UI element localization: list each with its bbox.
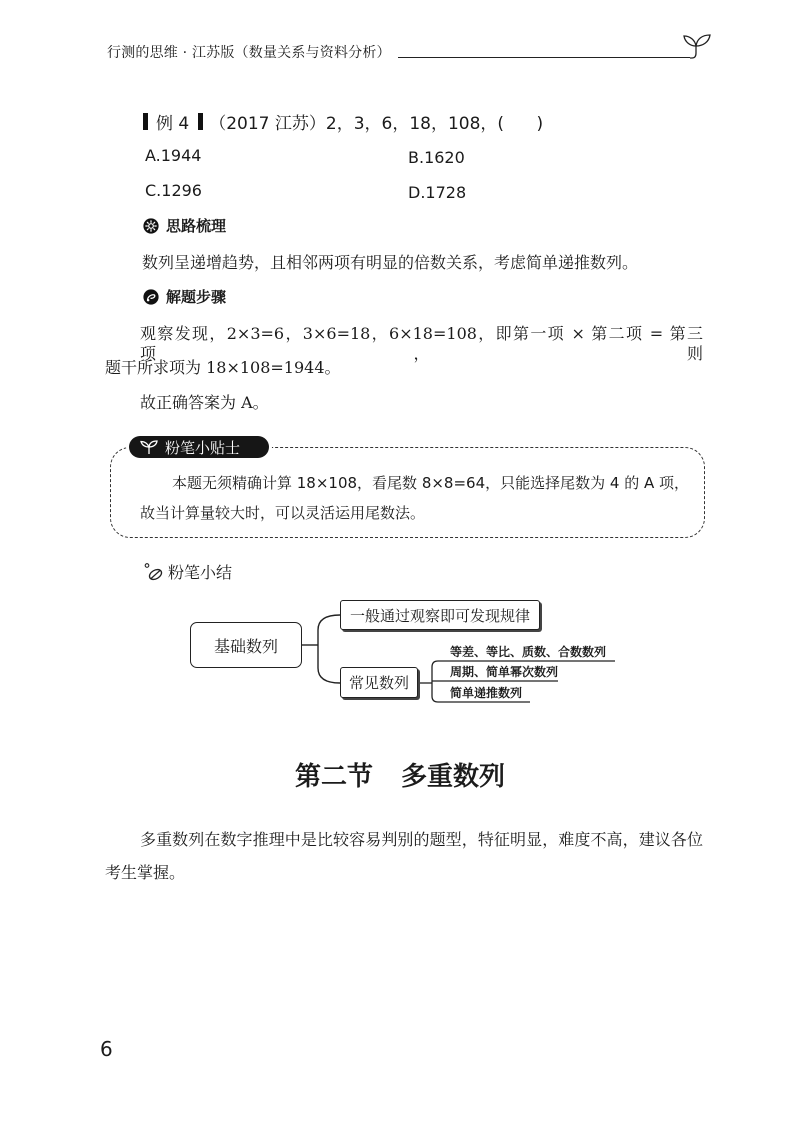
section-intro-line-2: 考生掌握。 bbox=[105, 863, 186, 882]
analysis-heading: 思路梳理 bbox=[166, 217, 227, 235]
sprout-icon bbox=[680, 28, 714, 62]
option-d: D.1728 bbox=[408, 183, 467, 202]
sprout-icon bbox=[138, 439, 160, 455]
section-intro-line-1: 多重数列在数字推理中是比较容易判别的题型，特征明显，难度不高，建议各位 bbox=[140, 830, 703, 849]
diagram-leaf-3: 简单递推数列 bbox=[450, 686, 523, 700]
diagram-branch-common: 常见数列 bbox=[340, 667, 418, 698]
running-header bbox=[107, 42, 690, 62]
example-sequence: 2，3，6，18，108，( ) bbox=[325, 113, 544, 134]
solution-answer: 故正确答案为 A。 bbox=[140, 393, 269, 412]
solution-line-1: 观察发现，2×3=6，3×6=18，6×18=108，即第一项 × 第二项 = 第三项，则 bbox=[140, 324, 703, 363]
root-bracket bbox=[318, 615, 340, 683]
summary-heading: 粉笔小结 bbox=[168, 563, 233, 582]
option-a: A.1944 bbox=[145, 146, 202, 165]
example-marker-right bbox=[198, 113, 203, 130]
tip-line-1: 本题无须精确计算 18×108，看尾数 8×8=64，只能选择尾数为 4 的 A 项， bbox=[172, 474, 690, 492]
example-marker-left bbox=[143, 113, 148, 130]
diagram-branch-observe: 一般通过观察即可发现规律 bbox=[340, 600, 540, 630]
diagram-leaf-2: 周期、简单幂次数列 bbox=[450, 665, 559, 679]
example-label: 例 4 bbox=[156, 113, 190, 134]
section-heading bbox=[0, 761, 800, 793]
tip-tag bbox=[129, 436, 269, 458]
header-rule bbox=[398, 57, 690, 58]
section-number: 第二节 bbox=[294, 762, 373, 792]
example-source: （2017 江苏） bbox=[209, 113, 326, 134]
solution-line-2: 题干所求项为 18×108=1944。 bbox=[105, 358, 341, 377]
option-b: B.1620 bbox=[408, 148, 465, 167]
gear-icon bbox=[143, 218, 159, 234]
solution-heading: 解题步骤 bbox=[166, 288, 227, 306]
running-title: 行测的思维 · 江苏版（数量关系与资料分析） bbox=[107, 45, 391, 61]
pen-icon bbox=[143, 289, 159, 305]
note-icon bbox=[144, 562, 164, 582]
page-number: 6 bbox=[100, 1037, 113, 1061]
section-title: 多重数列 bbox=[401, 762, 506, 792]
tip-label: 粉笔小贴士 bbox=[165, 438, 241, 457]
analysis-text: 数列呈递增趋势，且相邻两项有明显的倍数关系，考虑简单递推数列。 bbox=[142, 253, 639, 272]
diagram-leaf-1: 等差、等比、质数、合数数列 bbox=[450, 645, 607, 659]
example-question bbox=[143, 110, 543, 132]
diagram-root-node: 基础数列 bbox=[190, 622, 302, 668]
option-c: C.1296 bbox=[145, 181, 202, 200]
tip-line-2: 故当计算量较大时，可以灵活运用尾数法。 bbox=[140, 504, 426, 522]
